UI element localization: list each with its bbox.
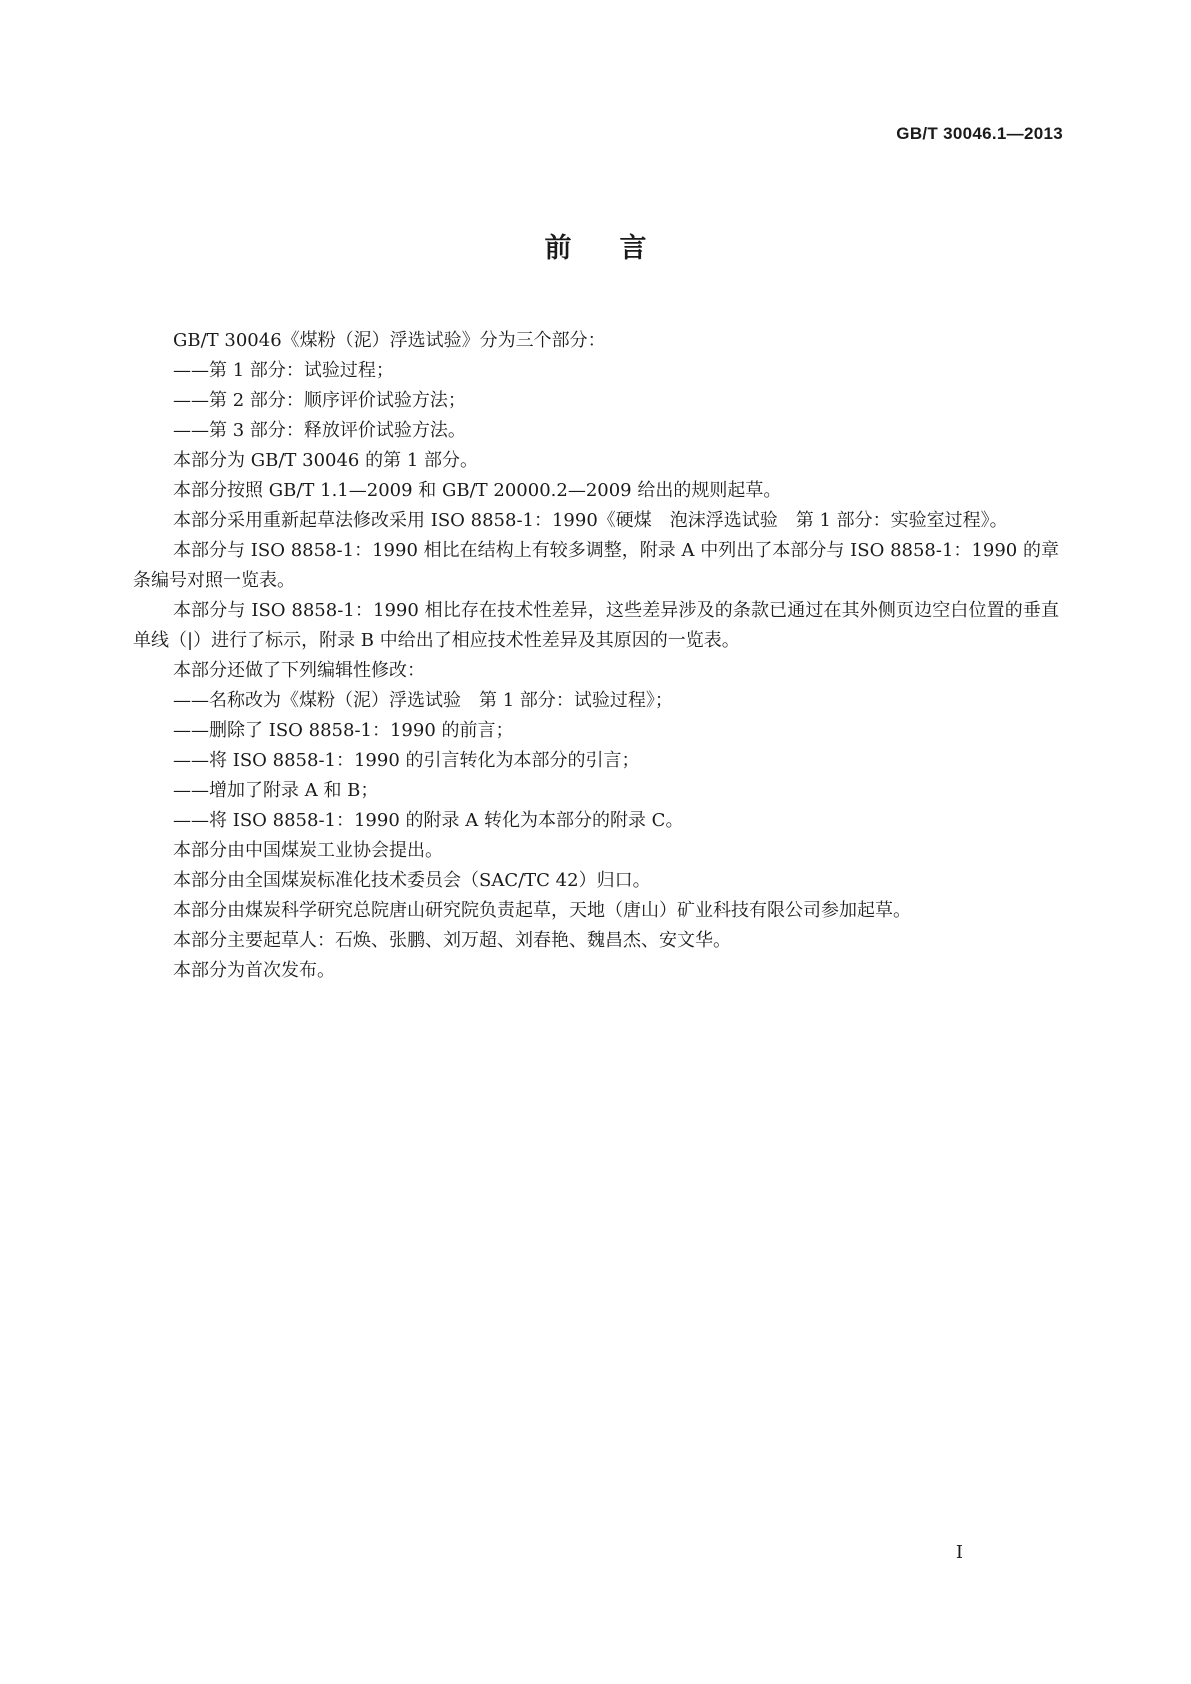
list-item: ——将 ISO 8858-1：1990 的附录 A 转化为本部分的附录 C。 [173, 810, 684, 831]
paragraph: 本部分与 ISO 8858-1：1990 相比在结构上有较多调整，附录 A 中列出了本部分与 ISO 8858-1：1990 的章条编号对照一览表。 [133, 540, 1059, 591]
paragraph: 本部分与 ISO 8858-1：1990 相比存在技术性差异，这些差异涉及的条款已通过在其外侧页边空白位置的垂直单线（|）进行了标示，附录 B 中给出了相应技术性差异及其原因的一览表。 [133, 600, 1059, 651]
paragraph: 本部分还做了下列编辑性修改： [173, 660, 425, 681]
paragraph: 本部分为 GB/T 30046 的第 1 部分。 [173, 450, 478, 471]
paragraph: 本部分由煤炭科学研究总院唐山研究院负责起草，天地（唐山）矿业科技有限公司参加起草。 [173, 900, 911, 921]
list-item: ——将 ISO 8858-1：1990 的引言转化为本部分的引言； [173, 750, 640, 771]
foreword-body [133, 326, 1059, 986]
standard-number: GB/T 30046.1—2013 [896, 124, 1063, 143]
paragraph: 本部分由中国煤炭工业协会提出。 [173, 840, 443, 861]
list-item: ——删除了 ISO 8858-1：1990 的前言； [173, 720, 514, 741]
page-title: 前言 [544, 233, 695, 264]
list-item: ——第 2 部分：顺序评价试验方法； [173, 390, 466, 411]
page-number: I [955, 1542, 963, 1563]
paragraph: 本部分采用重新起草法修改采用 ISO 8858-1：1990《硬煤 泡沫浮选试验 第 1 部分：实验室过程》。 [173, 510, 1008, 531]
paragraph: 本部分由全国煤炭标准化技术委员会（SAC/TC 42）归口。 [173, 870, 651, 891]
list-item: ——第 3 部分：释放评价试验方法。 [173, 420, 466, 441]
list-item: ——名称改为《煤粉（泥）浮选试验 第 1 部分：试验过程》； [173, 690, 673, 711]
list-item: ——第 1 部分：试验过程； [173, 360, 394, 381]
paragraph: GB/T 30046《煤粉（泥）浮选试验》分为三个部分： [173, 330, 606, 351]
paragraph: 本部分主要起草人：石焕、张鹏、刘万超、刘春艳、魏昌杰、安文华。 [173, 930, 731, 951]
paragraph: 本部分为首次发布。 [173, 960, 335, 981]
paragraph: 本部分按照 GB/T 1.1—2009 和 GB/T 20000.2—2009 给出的规则起草。 [173, 480, 782, 501]
list-item: ——增加了附录 A 和 B； [173, 780, 379, 801]
